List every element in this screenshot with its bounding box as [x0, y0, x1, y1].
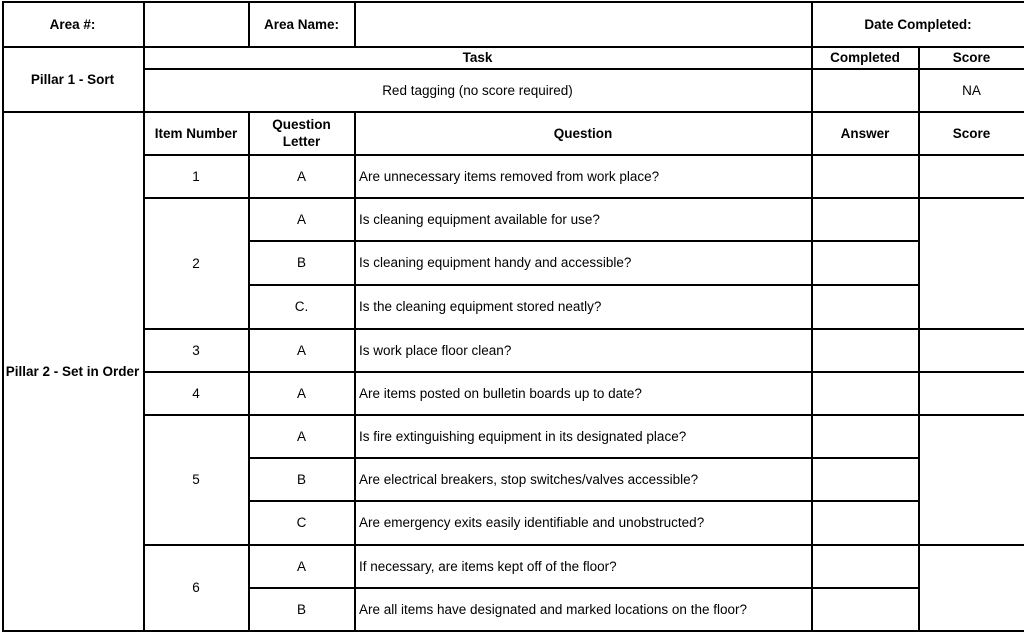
score-header-pillar2: Score	[952, 125, 991, 141]
item-number: 6	[192, 580, 200, 595]
question-letter-header: Question Letter	[272, 117, 331, 149]
answer-cell[interactable]	[812, 285, 918, 328]
item-number: 5	[192, 472, 200, 487]
question-text: Are unnecessary items removed from work place?	[359, 168, 660, 184]
item-number: 4	[192, 385, 200, 401]
pillar2-label: Pillar 2 - Set in Order	[5, 364, 140, 379]
score-header: Score	[952, 50, 991, 65]
question-text: Is fire extinguishing equipment in its designated place?	[359, 428, 687, 444]
item-number: 1	[192, 168, 200, 184]
answer-cell[interactable]	[812, 198, 918, 240]
question-letter: A	[296, 168, 306, 184]
answer-cell[interactable]	[812, 155, 918, 197]
question-text: Are emergency exits easily identifiable and unobstructed?	[359, 515, 705, 530]
question-letter: B	[296, 255, 306, 270]
question-text: Are items posted on bulletin boards up to date?	[359, 385, 642, 401]
question-text: Is work place floor clean?	[359, 342, 512, 358]
question-letter: C	[296, 515, 307, 530]
answer-cell[interactable]	[812, 501, 918, 544]
area-name-label: Area Name:	[263, 16, 340, 32]
answer-cell[interactable]	[812, 545, 918, 587]
answer-header: Answer	[840, 125, 890, 141]
answer-cell[interactable]	[812, 458, 918, 500]
question-header: Question	[553, 125, 613, 141]
item-number-header: Item Number	[154, 125, 238, 141]
question-text: Are electrical breakers, stop switches/valves accessible?	[359, 471, 699, 487]
score-cell[interactable]	[919, 545, 1024, 630]
red-tagging-score: NA	[962, 82, 981, 98]
area-name-field[interactable]	[355, 2, 811, 46]
score-cell[interactable]	[919, 198, 1024, 328]
answer-cell[interactable]	[812, 415, 918, 457]
date-completed-label: Date Completed:	[864, 16, 972, 32]
answer-cell[interactable]	[812, 588, 918, 630]
question-letter: A	[296, 342, 306, 358]
question-letter: A	[296, 558, 306, 574]
question-letter: A	[296, 211, 306, 227]
task-header: Task	[462, 50, 493, 65]
question-text: If necessary, are items kept off of the floor?	[359, 558, 617, 574]
item-number: 3	[192, 342, 200, 358]
red-tagging-task: Red tagging (no score required)	[382, 82, 573, 98]
question-letter: C.	[294, 299, 309, 314]
question-text: Is cleaning equipment handy and accessible?	[359, 255, 632, 270]
question-letter: B	[296, 601, 306, 617]
answer-cell[interactable]	[812, 241, 918, 284]
score-cell[interactable]	[919, 155, 1024, 197]
question-text: Is the cleaning equipment stored neatly?	[359, 299, 602, 314]
score-cell[interactable]	[919, 415, 1024, 544]
area-number-field[interactable]	[144, 2, 248, 46]
completed-header: Completed	[830, 50, 900, 65]
answer-cell[interactable]	[812, 372, 918, 414]
question-letter: A	[296, 385, 306, 401]
rule	[2, 630, 1024, 632]
area-number-label: Area #:	[49, 16, 96, 32]
score-cell[interactable]	[919, 329, 1024, 371]
question-text: Are all items have designated and marked locations on the floor?	[359, 601, 747, 617]
item-number: 2	[192, 255, 200, 271]
question-letter: A	[296, 428, 306, 444]
question-text: Is cleaning equipment available for use?	[359, 211, 600, 227]
score-cell[interactable]	[919, 372, 1024, 414]
red-tagging-completed-cell[interactable]	[812, 69, 918, 111]
pillar1-label: Pillar 1 - Sort	[30, 71, 115, 87]
question-letter: B	[296, 471, 306, 487]
answer-cell[interactable]	[812, 329, 918, 371]
